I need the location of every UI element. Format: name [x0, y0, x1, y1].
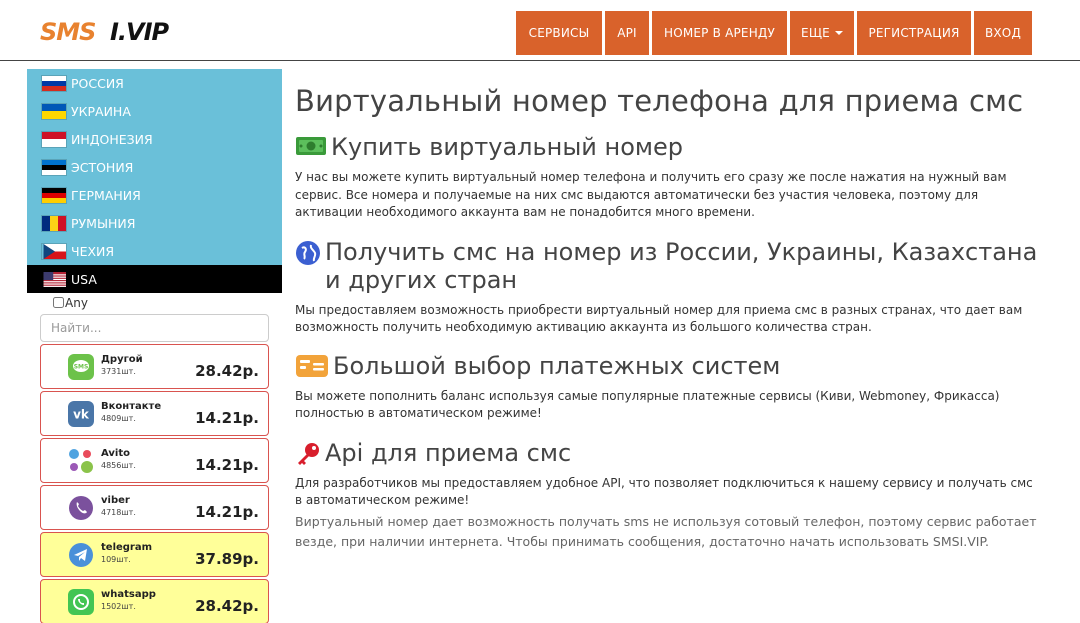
section-heading-countries-text: Получить смс на номер из России, Украины, Казахстана и других стран	[325, 237, 1038, 294]
service-price: 37.89р.	[195, 550, 259, 568]
country-item[interactable]	[27, 237, 282, 265]
service-search-input[interactable]	[40, 314, 269, 342]
section-heading-buy	[295, 133, 1040, 161]
nav-services-label: СЕРВИСЫ	[528, 26, 590, 40]
country-label: РОССИЯ	[71, 75, 124, 91]
country-list	[27, 69, 282, 293]
country-label: ЭСТОНИЯ	[71, 159, 134, 175]
money-icon	[295, 135, 327, 157]
section-text-api: Для разработчиков мы предоставляем удобное API, что позволяет подключиться к нашему сервису и получать смс в автоматическом режиме!	[295, 475, 1033, 507]
section-text-buy: У нас вы можете купить виртуальный номер телефона и получить его сразу же после нажатия на нужный вам сервис. Все номера и получаемые на них смс выдаются автоматически без участия человека, поэтому для активации необходимого аккаунта вам не понадобится много времени.	[295, 170, 1007, 219]
avito-icon	[68, 448, 94, 474]
any-checkbox[interactable]	[53, 297, 64, 308]
country-item[interactable]	[27, 153, 282, 181]
flag-icon	[41, 103, 67, 120]
flag-icon	[41, 187, 67, 204]
service-card[interactable]	[40, 438, 269, 483]
section-heading-payments	[295, 352, 1040, 380]
flag-icon	[41, 75, 67, 92]
sidebar	[27, 69, 282, 623]
key-icon	[295, 441, 321, 467]
whatsapp-icon	[68, 589, 94, 615]
section-heading-countries	[295, 238, 1040, 294]
service-card[interactable]	[40, 391, 269, 436]
service-name: viber	[101, 495, 130, 506]
card-icon	[295, 354, 329, 378]
section-text-payments: Вы можете пополнить баланс используя самые популярные платежные сервисы (Киви, Webmoney, Фрикасса) полностью в автоматическом режиме!	[295, 388, 1000, 420]
country-label: ИНДОНЕЗИЯ	[71, 131, 153, 147]
country-item[interactable]	[27, 265, 282, 293]
service-count: 1502шт.	[101, 602, 136, 611]
site-header	[0, 0, 1080, 61]
flag-icon	[41, 159, 67, 176]
nav-api[interactable]	[605, 11, 649, 55]
svg-text:I.VIP: I.VIP	[110, 18, 169, 46]
page-title: Виртуальный номер телефона для приема смс	[295, 84, 1024, 118]
service-count: 4856шт.	[101, 461, 136, 470]
service-count: 109шт.	[101, 555, 131, 564]
main-nav	[516, 11, 1032, 55]
service-card[interactable]	[40, 485, 269, 530]
footer-text: Виртуальный номер дает возможность получать sms не используя сотовый телефон, поэтому сервис работает везде, при наличии интернета. Чтобы принимать сообщения, достаточно начать использовать SMSI.VIP.	[295, 513, 1037, 549]
service-name: Другой	[101, 354, 143, 365]
country-item[interactable]	[27, 125, 282, 153]
country-label: USA	[71, 271, 97, 287]
nav-login[interactable]	[974, 11, 1032, 55]
site-logo[interactable]	[40, 18, 192, 46]
service-name: Вконтакте	[101, 401, 162, 412]
viber-icon	[68, 495, 94, 521]
flag-icon	[41, 271, 67, 288]
service-name: whatsapp	[101, 589, 156, 600]
main-content	[295, 84, 1040, 552]
service-price: 14.21р.	[195, 409, 259, 427]
svg-text:SMS: SMS	[73, 363, 89, 371]
nav-rent-number-label: НОМЕР В АРЕНДУ	[663, 26, 776, 40]
nav-rent-number[interactable]	[652, 11, 787, 55]
country-label: ЧЕХИЯ	[71, 243, 115, 259]
nav-login-label: ВХОД	[984, 26, 1022, 40]
caret-down-icon	[835, 31, 843, 35]
service-price: 14.21р.	[195, 456, 259, 474]
globe-icon	[295, 240, 321, 266]
svg-text:vk: vk	[73, 407, 89, 422]
section-text-countries: Мы предоставляем возможность приобрести виртуальный номер для приема смс в разных странах, что дает вам возможность получить необходимую активацию аккаунта из большого количества стран.	[295, 302, 1023, 334]
service-name: telegram	[101, 542, 153, 553]
any-label: Any	[65, 295, 88, 310]
nav-more-label: ЕЩЕ	[801, 26, 830, 40]
nav-api-label: API	[617, 26, 637, 40]
section-heading-buy-text: Купить виртуальный номер	[331, 133, 683, 161]
section-heading-api	[295, 439, 1040, 467]
country-item[interactable]	[27, 209, 282, 237]
any-filter	[27, 293, 282, 312]
service-card[interactable]	[40, 532, 269, 577]
section-heading-api-text: Api для приема смс	[325, 438, 572, 467]
service-count: 4718шт.	[101, 508, 136, 517]
country-item[interactable]	[27, 69, 282, 97]
service-card[interactable]	[40, 344, 269, 389]
country-label: УКРАИНА	[71, 103, 131, 119]
nav-register[interactable]	[857, 11, 971, 55]
nav-register-label: РЕГИСТРАЦИЯ	[868, 26, 960, 40]
svg-text:SMS: SMS	[40, 18, 96, 46]
country-item[interactable]	[27, 97, 282, 125]
service-card[interactable]	[40, 579, 269, 623]
country-label: ГЕРМАНИЯ	[71, 187, 141, 203]
country-label: РУМЫНИЯ	[71, 215, 136, 231]
country-item[interactable]	[27, 181, 282, 209]
sms-icon	[68, 354, 94, 380]
flag-icon	[41, 131, 67, 148]
service-price: 28.42р.	[195, 597, 259, 615]
flag-icon	[41, 215, 67, 232]
vk-icon	[68, 401, 94, 427]
nav-more-dropdown[interactable]	[790, 11, 854, 55]
flag-icon	[41, 243, 67, 260]
service-price: 28.42р.	[195, 362, 259, 380]
service-price: 14.21р.	[195, 503, 259, 521]
service-count: 4809шт.	[101, 414, 136, 423]
service-list	[40, 344, 269, 623]
section-heading-payments-text: Большой выбор платежных систем	[333, 351, 781, 380]
service-count: 3731шт.	[101, 367, 136, 376]
service-name: Avito	[101, 448, 130, 459]
nav-services[interactable]	[516, 11, 602, 55]
telegram-icon	[68, 542, 94, 568]
